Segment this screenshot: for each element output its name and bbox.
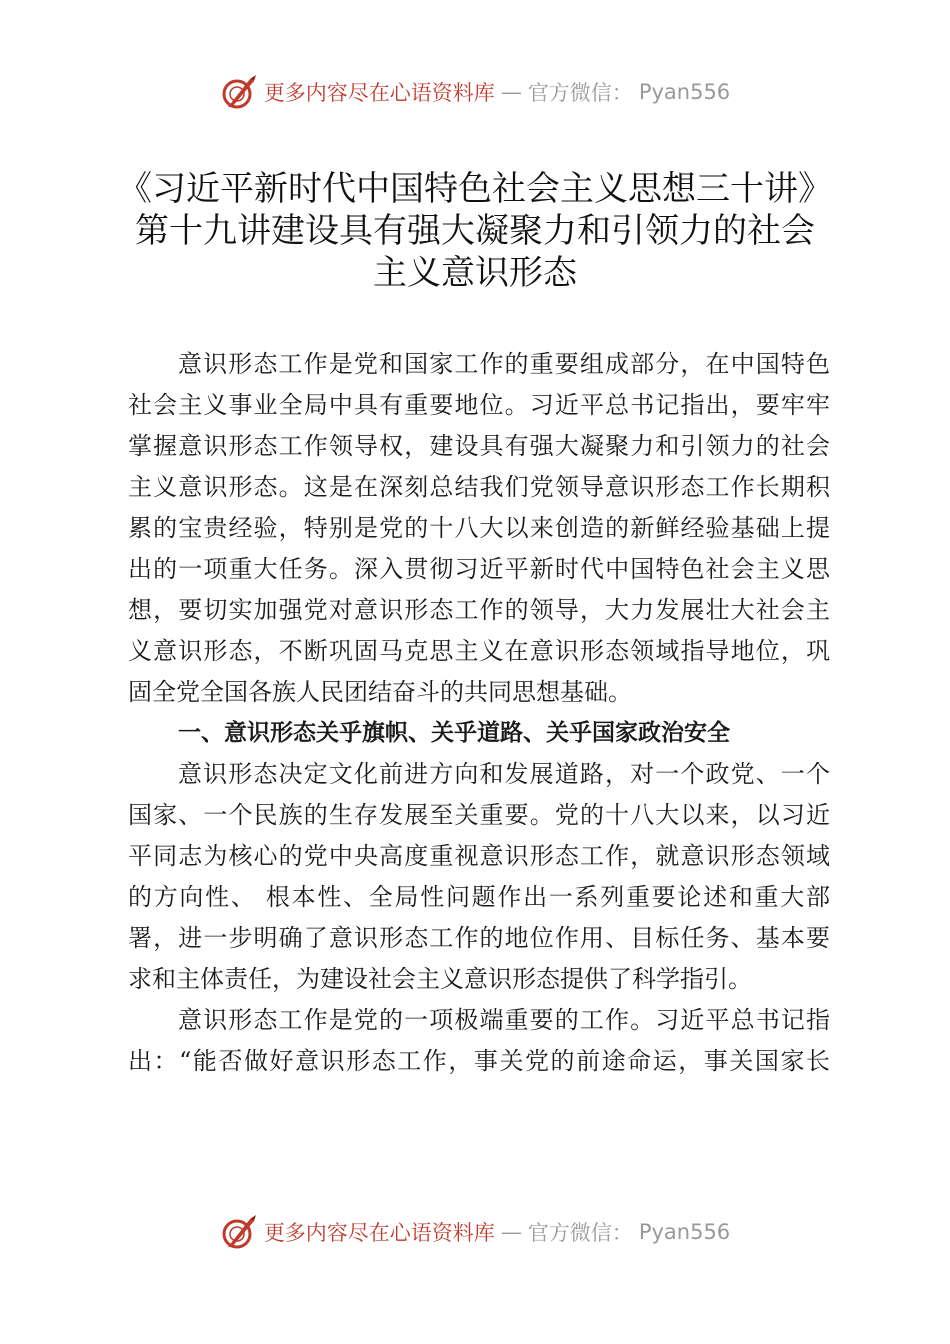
banner-dash: — <box>500 1220 522 1244</box>
banner-site-name: 更多内容尽在心语资料库 <box>263 81 495 105</box>
banner-site-name: 更多内容尽在心语资料库 <box>263 1221 495 1245</box>
footer-banner <box>0 1210 950 1254</box>
banner-wechat-id: Pyan556 <box>638 80 731 104</box>
text-line: 出：“能否做好意识形态工作，事关党的前途命运，事关国家长 <box>128 1047 830 1075</box>
text-line: 意识形态决定文化前进方向和发展道路，对一个政党、一个 <box>178 760 830 788</box>
text-line: 社会主义事业全局中具有重要地位。习近平总书记指出，要牢牢 <box>128 391 830 419</box>
banner-dash: — <box>500 80 522 104</box>
text-line: 累的宝贵经验，特别是党的十八大以来创造的新鲜经验基础上提 <box>128 514 830 542</box>
text-line: 掌握意识形态工作领导权，建设具有强大凝聚力和引领力的社会 <box>128 432 830 460</box>
text-line: 的方向性、 根本性、全局性问题作出一系列重要论述和重大部 <box>128 883 830 911</box>
title-line: 《习近平新时代中国特色社会主义思想三十讲》 <box>118 169 832 209</box>
text-line: 出的一项重大任务。深入贯彻习近平新时代中国特色社会主义思 <box>128 555 830 583</box>
text-line: 求和主体责任，为建设社会主义意识形态提供了科学指引。 <box>128 965 752 993</box>
text-line: 主义意识形态。这是在深刻总结我们党领导意识形态工作长期积 <box>128 473 830 501</box>
text-line: 平同志为核心的党中央高度重视意识形态工作，就意识形态领域 <box>128 842 830 870</box>
document-title <box>100 168 850 294</box>
text-line: 署，进一步明确了意识形态工作的地位作用、目标任务、基本要 <box>128 924 830 952</box>
text-line: 意识形态工作是党的一项极端重要的工作。习近平总书记指 <box>178 1006 830 1034</box>
quill-seal-icon <box>220 1213 258 1251</box>
document-body <box>128 344 830 1082</box>
title-line: 主义意识形态 <box>373 253 577 293</box>
text-line: 意识形态工作是党和国家工作的重要组成部分，在中国特色 <box>178 350 830 378</box>
paragraph-intro <box>128 344 830 713</box>
text-line: 固全党全国各族人民团结奋斗的共同思想基础。 <box>128 678 632 706</box>
title-line: 第十九讲建设具有强大凝聚力和引领力的社会 <box>135 211 815 251</box>
quill-seal-icon <box>220 73 258 111</box>
paragraph-section1-a <box>128 754 830 1000</box>
banner-wechat-id: Pyan556 <box>638 1220 731 1244</box>
section-heading: 一、意识形态关乎旗帜、关乎道路、关乎国家政治安全 <box>178 720 730 746</box>
text-line: 义意识形态，不断巩固马克思主义在意识形态领域指导地位，巩 <box>128 637 830 665</box>
banner-wechat-label: 官方微信： <box>527 1221 633 1245</box>
text-line: 想，要切实加强党对意识形态工作的领导，大力发展壮大社会主 <box>128 596 830 624</box>
header-banner <box>0 70 950 114</box>
banner-wechat-label: 官方微信： <box>527 81 633 105</box>
text-line: 国家、一个民族的生存发展至关重要。党的十八大以来，以习近 <box>128 801 830 829</box>
paragraph-section1-b <box>128 1000 830 1082</box>
